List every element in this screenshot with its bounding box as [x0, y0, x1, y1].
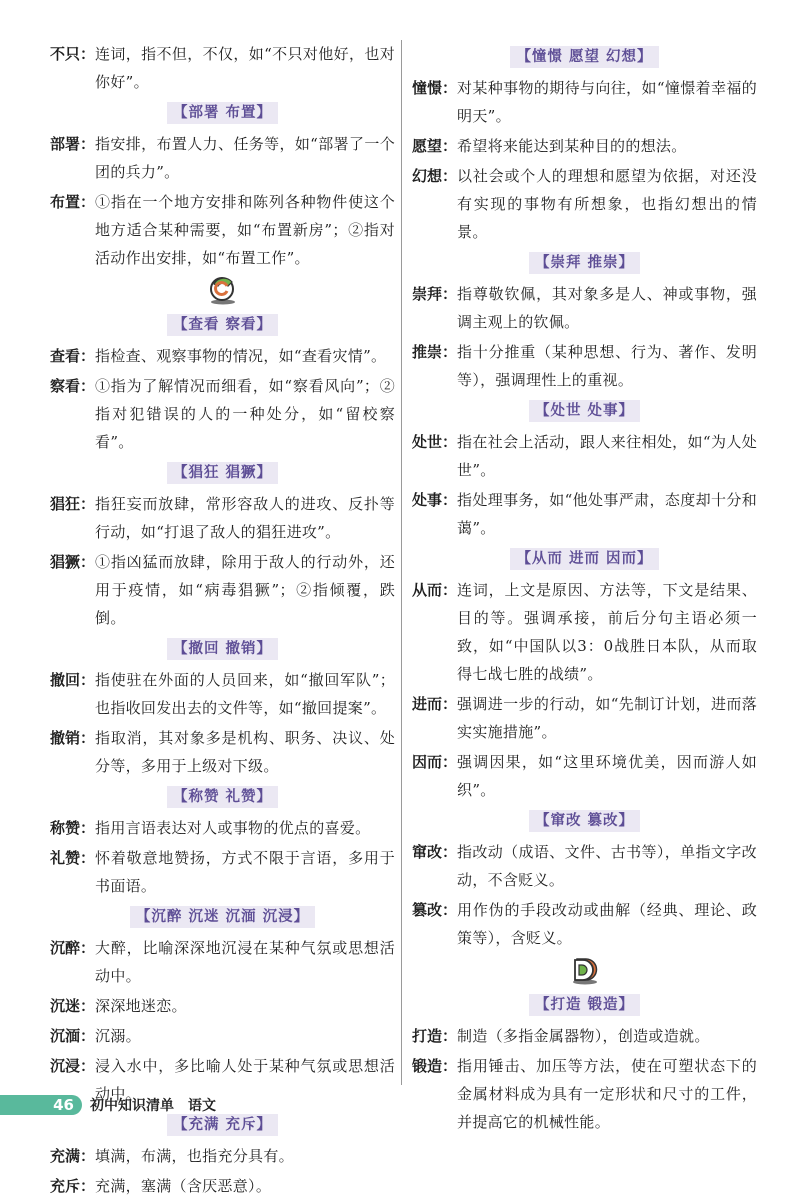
entry: 充满： 填满，布满，也指充分具有。	[50, 1147, 294, 1165]
entry: 锻造： 指用锤击、加压等方法，使在可塑状态下的金属材料成为具有一定形状和尺寸的工件，并提高它的机械性能。	[412, 1057, 757, 1131]
section-header-changkuang: 【猖狂 猖獗】	[50, 462, 395, 484]
section-header-chongjing: 【憧憬 愿望 幻想】	[412, 46, 757, 68]
entry: 从而： 连词，上文是原因、方法等，下文是结果、目的等。强调承接，前后分句主语必须一致，如“中国队以3：0战胜日本队，从而取得七战七胜的战绩”。	[412, 581, 757, 683]
section-header-chongbai: 【崇拜 推崇】	[412, 252, 757, 274]
entry: 猖狂： 指狂妄而放肆，常形容敌人的进攻、反扑等行动，如“打退了敌人的猖狂进攻”。	[50, 495, 395, 541]
entry: 篡改： 用作伪的手段改动或曲解（经典、理论、政策等），含贬义。	[412, 901, 757, 947]
entry: 布置： ①指在一个地方安排和陈列各种物件使这个地方适合某种需要，如“布置新房”；②指对活动作出安排，如“布置工作”。	[50, 193, 395, 267]
entry: 沉醉： 大醉，比喻深深地沉浸在某种气氛或思想活动中。	[50, 939, 395, 985]
entry: 沉湎： 沉溺。	[50, 1027, 141, 1045]
book-title: 初中知识清单	[90, 1098, 174, 1114]
page-footer	[0, 1093, 216, 1117]
entry: 崇拜： 指尊敬钦佩，其对象多是人、神或事物，强调主观上的钦佩。	[412, 285, 757, 331]
entry-definition: 连词，指不但，不仅，如“不只对他好，也对你好”。	[95, 45, 395, 91]
section-header-cuangai: 【窜改 篡改】	[412, 810, 757, 832]
entry: 处世： 指在社会上活动，跟人来往相处，如“为人处世”。	[412, 433, 757, 479]
entry: 沉迷： 深深地迷恋。	[50, 997, 187, 1015]
entry: 猖獗： ①指凶猛而放肆，除用于敌人的行动外，还用于疫情，如“病毒猖獗”；②指倾覆，跌倒。	[50, 553, 395, 627]
entry: 礼赞： 怀着敬意地赞扬，方式不限于言语，多用于书面语。	[50, 849, 395, 895]
entry: 憧憬： 对某种事物的期待与向往，如“憧憬着幸福的明天”。	[412, 79, 757, 125]
entry: 因而： 强调因果，如“这里环境优美，因而游人如织”。	[412, 753, 757, 799]
entry: 窜改： 指改动（成语、文件、古书等），单指文字改动，不含贬义。	[412, 843, 757, 889]
section-header-chehui: 【撤回 撤销】	[50, 638, 395, 660]
section-header-chengzan: 【称赞 礼赞】	[50, 786, 395, 808]
entry: 愿望： 希望将来能达到某种目的的想法。	[412, 137, 687, 155]
entry: 推崇： 指十分推重（某种思想、行为、著作、发明等），强调理性上的重视。	[412, 343, 757, 389]
entry: 沉浸： 浸入水中，多比喻人处于某种气氛或思想活动中。	[50, 1057, 395, 1103]
letter-d-icon	[412, 954, 757, 988]
column-divider	[401, 40, 402, 1085]
entry: 处事： 指处理事务，如“他处事严肃，态度却十分和蔼”。	[412, 491, 757, 537]
letter-c-icon	[50, 274, 395, 308]
entry: 查看： 指检查、观察事物的情况，如“查看灾情”。	[50, 347, 387, 365]
section-header-chongman: 【充满 充斥】	[50, 1114, 395, 1136]
section-header-bushu-buzhi: 【部署 布置】	[50, 102, 395, 124]
entry: 察看： ①指为了解情况而细看，如“察看风向”；②指对犯错误的人的一种处分，如“留校察看”。	[50, 377, 395, 451]
left-column	[50, 40, 395, 1202]
entry: 称赞： 指用言语表达对人或事物的优点的喜爱。	[50, 819, 371, 837]
section-header-chakan: 【查看 察看】	[50, 314, 395, 336]
entry: 撤销： 指取消，其对象多是机构、职务、决议、处分等，多用于上级对下级。	[50, 729, 395, 775]
entry-buzhi	[50, 40, 395, 96]
entry: 充斥： 充满，塞满（含厌恶意）。	[50, 1177, 272, 1195]
section-header-dazao: 【打造 锻造】	[412, 994, 757, 1016]
entry-term: 不只：	[50, 45, 96, 63]
entry: 进而： 强调进一步的行动，如“先制订计划，进而落实实施措施”。	[412, 695, 757, 741]
entry: 部署： 指安排，布置人力、任务等，如“部署了一个团的兵力”。	[50, 135, 395, 181]
section-header-chushi: 【处世 处事】	[412, 400, 757, 422]
section-header-chenzui: 【沉醉 沉迷 沉湎 沉浸】	[50, 906, 395, 928]
entry: 打造： 制造（多指金属器物），创造或造就。	[412, 1027, 710, 1045]
entry: 撤回： 指使驻在外面的人员回来，如“撤回军队”；也指收回发出去的文件等，如“撤回提案”。	[50, 671, 395, 717]
right-column	[412, 40, 757, 1138]
entry: 幻想： 以社会或个人的理想和愿望为依据，对还没有实现的事物有所想象，也指幻想出的情景。	[412, 167, 757, 241]
section-header-conger: 【从而 进而 因而】	[412, 548, 757, 570]
book-subject: 语文	[188, 1098, 216, 1114]
page-number-badge: 46	[0, 1095, 82, 1115]
